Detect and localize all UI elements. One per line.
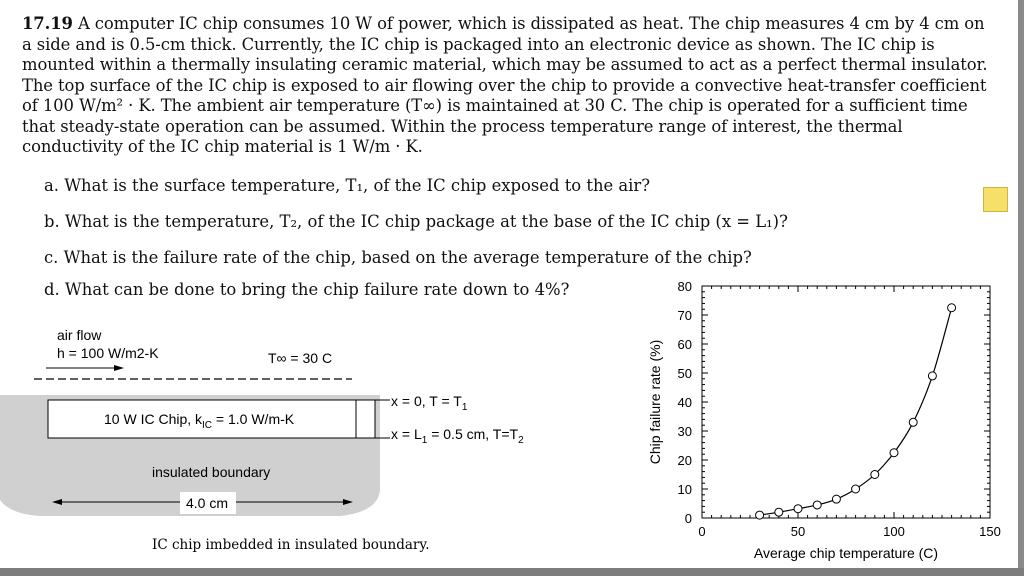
chip-diagram — [0, 300, 640, 570]
arrow-head-icon — [114, 365, 124, 371]
data-point — [948, 304, 956, 312]
y-axis-label: Chip failure rate (%) — [647, 339, 663, 465]
data-point — [794, 505, 802, 513]
data-point — [756, 511, 764, 519]
data-point — [890, 449, 898, 457]
y-tick-label: 30 — [677, 424, 692, 439]
data-point — [928, 372, 936, 380]
y-tick-label: 40 — [677, 395, 692, 410]
question-b — [44, 212, 788, 232]
problem-statement — [22, 14, 994, 158]
x-tick-label: 100 — [883, 524, 905, 539]
y-tick-label: 60 — [677, 337, 692, 352]
data-point — [852, 485, 860, 493]
x-tick-label: 0 — [698, 524, 706, 539]
question-d — [44, 280, 569, 300]
width-label: 4.0 cm — [186, 495, 229, 511]
h-label: h = 100 W/m2-K — [57, 345, 159, 361]
question-text: What is the temperature, T₂, of the IC chip package at the base of the IC chip (x = L₁)? — [64, 212, 788, 231]
question-text: What is the failure rate of the chip, based on the average temperature of the chip? — [63, 248, 752, 267]
problem-number: 17.19 — [22, 14, 73, 33]
xL-label: $x = L_1 = 0.5$ cm, $T=T_2$ — [391, 426, 524, 446]
question-label: c. — [44, 248, 59, 267]
data-point — [775, 508, 783, 516]
diagram-caption: IC chip imbedded in insulated boundary. — [152, 537, 430, 553]
question-label: a. — [44, 176, 59, 195]
chip-label: 10 W IC Chip, $k_{IC} = 1.0$ W/m-K — [104, 411, 295, 431]
problem-text: A computer IC chip consumes 10 W of power, which is dissipated as heat. The chip measures 4 cm by 4 cm on a side and is 0.5-cm thick. Currently, the IC chip is packaged into an electronic device as shown. The IC chip is mounted within a thermally insulating ceramic material, which may be assumed to act as a perfect thermal insulator. The top surface of the IC chip is exposed to air flowing over the chip to provide a convective heat-transfer coefficient of 100 W/m² · K. The ambient air temperature (T∞) is maintained at 30 C. The chip is operated for a sufficient time that steady-state operation can be assumed. Within the process temperature range of interest, the thermal conductivity of the IC chip material is 1 W/m · K. — [22, 14, 988, 156]
failure-rate-chart — [640, 276, 1020, 572]
question-c — [44, 248, 752, 268]
question-text: What is the surface temperature, T₁, of the IC chip exposed to the air? — [64, 176, 651, 195]
data-point — [909, 418, 917, 426]
question-text: What can be done to bring the chip failure rate down to 4%? — [64, 280, 570, 299]
sticky-note-icon[interactable] — [983, 187, 1008, 212]
y-tick-label: 70 — [677, 308, 692, 323]
data-point — [832, 495, 840, 503]
x-tick-label: 150 — [979, 524, 1001, 539]
y-tick-label: 0 — [684, 511, 692, 526]
y-tick-label: 10 — [677, 482, 692, 497]
x-tick-label: 50 — [790, 524, 806, 539]
x-axis-label: Average chip temperature (C) — [753, 545, 939, 561]
insulated-label: insulated boundary — [152, 464, 271, 480]
x0-label: x = 0, $T = T_1$ — [391, 393, 468, 413]
air-flow-label: air flow — [57, 327, 102, 343]
plot-frame — [702, 286, 990, 518]
t-inf-label: T∞ = 30 C — [268, 350, 333, 366]
y-tick-label: 80 — [677, 279, 692, 294]
y-tick-label: 20 — [677, 453, 692, 468]
chip-edge — [356, 400, 375, 438]
question-a — [44, 176, 650, 196]
data-point — [871, 471, 879, 479]
data-point — [813, 501, 821, 509]
y-tick-label: 50 — [677, 366, 692, 381]
question-label: b. — [44, 212, 60, 231]
question-label: d. — [44, 280, 60, 299]
